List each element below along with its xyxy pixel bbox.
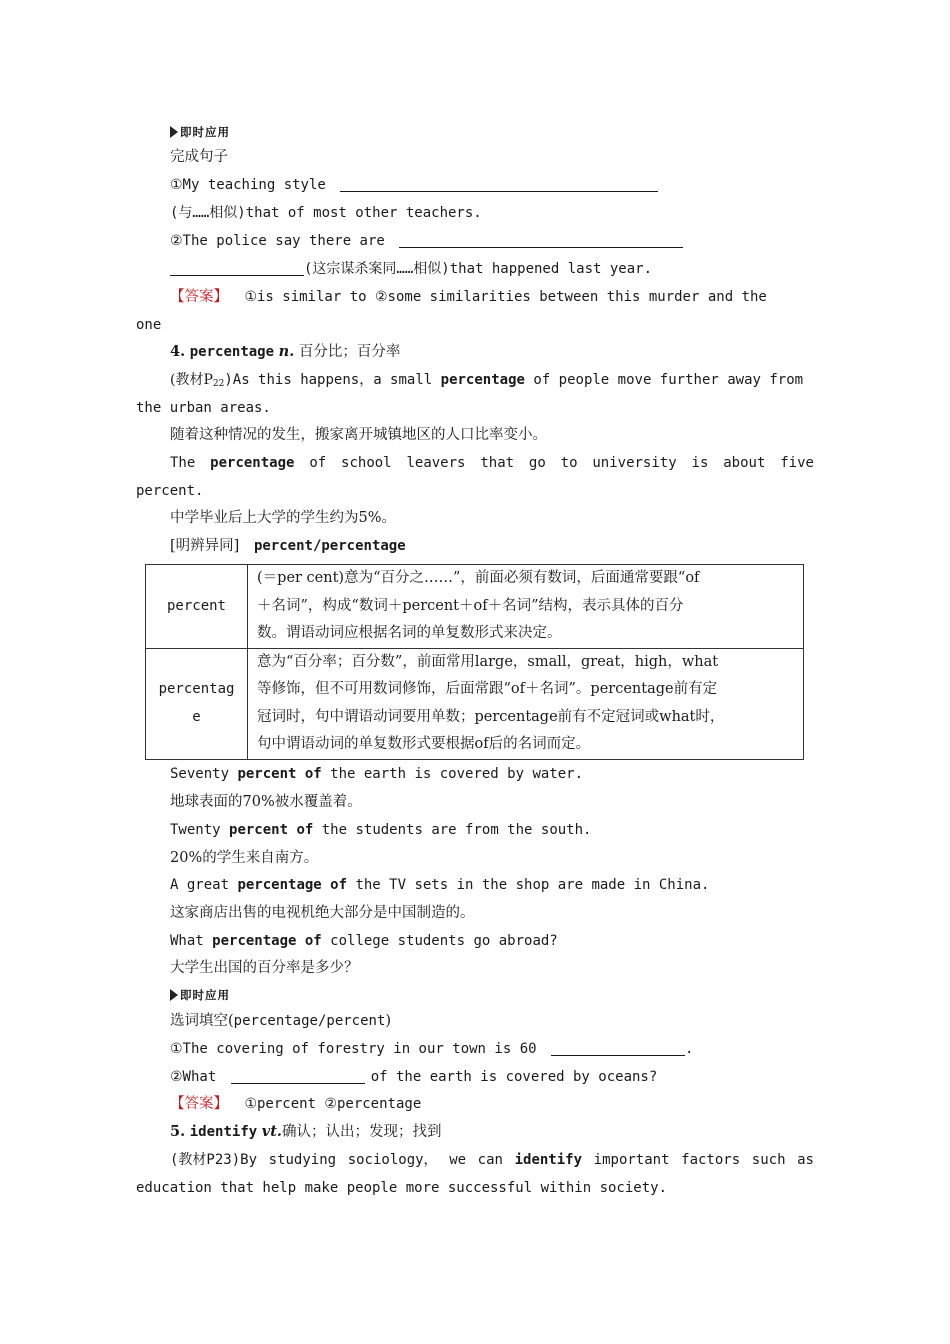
- comparison-table: [145, 564, 804, 760]
- question-1: [170, 175, 658, 195]
- text: college students go abroad?: [321, 933, 558, 949]
- answer-line-2: one: [136, 317, 162, 333]
- cell-line: 数。谓语动词应根据名词的单复数形式来决定。: [257, 625, 562, 641]
- word: sociology，: [347, 1152, 438, 1168]
- word: studying: [268, 1152, 337, 1168]
- example-translation: 20%的学生来自南方。: [170, 850, 319, 866]
- question-text: ②What: [170, 1069, 217, 1085]
- textbook-example: [170, 1150, 814, 1170]
- example-2-translation: 中学毕业后上大学的学生约为5%。: [170, 510, 397, 526]
- answer-blank[interactable]: [231, 1069, 365, 1084]
- text: percentage/percent: [233, 1013, 386, 1029]
- word: university: [592, 455, 677, 471]
- entry-pos: vt.: [261, 1123, 282, 1140]
- example-text: of people move further away from: [524, 372, 804, 388]
- entry-pos: n.: [278, 343, 295, 360]
- keyword: percentage of: [237, 877, 348, 893]
- answer-line: [170, 287, 767, 307]
- question-2-line-2: [170, 259, 652, 279]
- word: that: [480, 455, 515, 471]
- cell-text: percentag: [158, 681, 235, 697]
- entry-meaning: 百分比；百分率: [298, 344, 401, 360]
- triangle-icon: [170, 989, 178, 1001]
- entry-word: identify: [189, 1124, 258, 1140]
- answer-blank[interactable]: [399, 233, 683, 248]
- example-translation: 地球表面的70%被水覆盖着。: [170, 794, 362, 810]
- cell-line: 意为“百分率；百分数”，前面常用large，small，great，high，what: [257, 653, 719, 670]
- cell-line: ＋名词”，构成“数词＋percent＋of＋名词”结构，表示具体的百分: [257, 597, 684, 614]
- cell-line: 句中谓语动词的单复数形式要根据of后的名词而定。: [257, 736, 591, 752]
- section-label: 即时应用: [180, 125, 230, 139]
- answer-text: ①is similar to ②some similarities between this murder and the: [244, 289, 767, 305]
- keyword: percentage: [210, 455, 295, 471]
- table-value-cell: [248, 565, 804, 649]
- word: important: [593, 1152, 670, 1168]
- text: Twenty: [170, 822, 230, 838]
- answer-blank[interactable]: [340, 177, 658, 192]
- entry-word: percentage: [189, 344, 275, 360]
- example-translation: 随着这种情况的发生，搬家离开城镇地区的人口比率变小。: [170, 427, 547, 443]
- word-entry-heading: [170, 1122, 441, 1142]
- example-2-line-2: percent.: [136, 483, 204, 499]
- word: The: [170, 455, 196, 471]
- word: can: [477, 1152, 503, 1168]
- word: (教材P23)By: [170, 1152, 258, 1168]
- word: go: [528, 455, 546, 471]
- word: five: [780, 455, 814, 471]
- example-sentence: [170, 764, 583, 784]
- compare-label: [明辨异同]: [170, 538, 240, 554]
- cell-line: 冠词时，句中谓语动词要用单数；percentage前有不定冠词或what时，: [257, 708, 725, 725]
- example-sentence: [170, 931, 558, 951]
- keyword: percentage: [440, 372, 525, 388]
- cell-text: percent: [166, 597, 226, 614]
- question-1-line-2: (与……相似)that of most other teachers.: [170, 205, 482, 221]
- exercise-title: [170, 1011, 391, 1031]
- apply-section-tag: [170, 988, 230, 1002]
- question-text: (这宗谋杀案同……相似)that happened last year.: [304, 261, 653, 277]
- source-page: 22: [212, 379, 225, 389]
- answer-blank[interactable]: [170, 261, 304, 276]
- text: the earth is covered by water.: [321, 766, 584, 782]
- question-text: .: [685, 1041, 694, 1057]
- example-sentence: [170, 820, 591, 840]
- answer-blank[interactable]: [551, 1041, 685, 1056]
- question-text: ②The police say there are: [170, 233, 385, 249]
- example-text: )As this happens，a small: [224, 372, 441, 388]
- question-text: of the earth is covered by oceans?: [370, 1069, 658, 1085]
- textbook-example: [170, 370, 803, 394]
- table-row: [146, 648, 804, 759]
- example-translation: 大学生出国的百分率是多少？: [170, 960, 359, 976]
- text: Seventy: [170, 766, 238, 782]
- question-text: ①My teaching style: [170, 177, 326, 193]
- entry-meaning: 确认；认出；发现；找到: [281, 1124, 442, 1140]
- answer-line: [170, 1094, 421, 1114]
- answer-label: 【答案】: [170, 1096, 228, 1112]
- example-sentence: [170, 875, 709, 895]
- example-2: [170, 453, 814, 473]
- word-entry-heading: [170, 342, 400, 362]
- word: to: [560, 455, 578, 471]
- answer-label: 【答案】: [170, 289, 228, 305]
- word: of: [309, 455, 327, 471]
- answer-text: ①percent ②percentage: [244, 1096, 422, 1112]
- word: about: [723, 455, 766, 471]
- word: such: [751, 1152, 786, 1168]
- exercise-title: 完成句子: [170, 149, 228, 165]
- text: What: [170, 933, 213, 949]
- cell-line: 等修饰，但不可用数词修饰，后面常跟“of＋名词”。percentage前有定: [257, 681, 718, 697]
- keyword: percentage of: [212, 933, 322, 949]
- word: factors: [681, 1152, 741, 1168]
- question-text: ①The covering of forestry in our town is 60: [170, 1041, 537, 1057]
- question-2: [170, 1067, 657, 1087]
- word: school: [341, 455, 392, 471]
- text: the TV sets in the shop are made in China.: [347, 877, 710, 893]
- table-key-cell: [146, 565, 248, 649]
- cell-text: e: [192, 708, 201, 725]
- word: leavers: [406, 455, 466, 471]
- example-translation: 这家商店出售的电视机绝大部分是中国制造的。: [170, 905, 475, 921]
- section-label: 即时应用: [180, 988, 230, 1002]
- word: as: [797, 1152, 814, 1168]
- text: the students are from the south.: [313, 822, 592, 838]
- keyword: percent of: [229, 822, 314, 838]
- entry-number: 4.: [170, 343, 186, 360]
- keyword: percent of: [237, 766, 322, 782]
- table-row: [146, 565, 804, 649]
- text: 选词填空(: [170, 1013, 234, 1029]
- apply-section-tag: [170, 125, 230, 139]
- table-value-cell: [248, 648, 804, 759]
- table-key-cell: [146, 648, 248, 759]
- compare-words: percent/percentage: [253, 538, 406, 554]
- example-line-2: the urban areas.: [136, 400, 271, 416]
- word: is: [691, 455, 709, 471]
- compare-heading: [170, 536, 406, 556]
- example-line-2: education that help make people more successful within society.: [136, 1180, 668, 1196]
- question-1: [170, 1039, 693, 1059]
- triangle-icon: [170, 126, 178, 138]
- keyword: identify: [514, 1152, 583, 1168]
- entry-number: 5.: [170, 1123, 186, 1140]
- cell-line: (＝per cent)意为“百分之……”，前面必须有数词，后面通常要跟“of: [257, 570, 700, 586]
- word: we: [449, 1152, 467, 1168]
- question-2: [170, 231, 683, 251]
- text: A great: [170, 877, 238, 893]
- text: ): [385, 1013, 392, 1029]
- source-label: (教材P: [170, 372, 213, 388]
